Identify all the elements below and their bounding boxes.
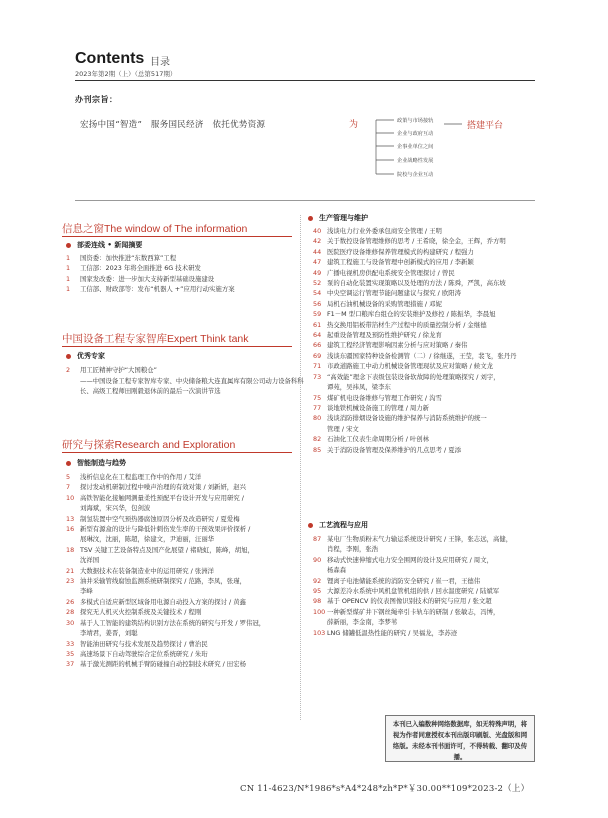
toc-page-number: 35 [66, 649, 75, 658]
toc-page-number: 80 [313, 414, 322, 423]
toc-title: 浅谈东疆国家特种设备检测管（二）/ 徐继遂，王莹，裴飞，张丹丹 [327, 351, 517, 360]
section-title-research: 研究与探索Research and Exploration [62, 439, 236, 451]
toc-list-research [66, 472, 300, 670]
toc-entry[interactable] [313, 351, 547, 361]
toc-page-number: 66 [313, 341, 322, 350]
contents-title-cn: 目录 [150, 57, 170, 68]
toc-title: 建筑工程施工与设备管理中创新模式的应用 / 李新颖 [327, 258, 474, 267]
toc-entry[interactable] [66, 493, 300, 514]
toc-title: 一种新型煤矿井下钢丝绳牵引卡轨车的研制 / 张敏志，冯博， [327, 607, 500, 616]
toc-page-number: 92 [313, 576, 322, 585]
contents-title: Contents [75, 50, 145, 67]
toc-entry[interactable] [313, 607, 547, 628]
toc-page-number: 90 [313, 555, 322, 564]
toc-page-number: 49 [313, 268, 322, 277]
toc-title: 大数据技术在装备制造业中的运用研究 / 张洲洋 [80, 566, 215, 575]
toc-title: 油井采输管线腐蚀监测系统研制探究 / 范路，李凤，张瑾， [80, 577, 246, 586]
toc-list-info [66, 253, 300, 295]
toc-page-number: 100 [313, 607, 326, 616]
purpose-divider [75, 200, 535, 201]
toc-page-number: 77 [313, 403, 322, 412]
purpose-text: 宏扬中国“智造” 服务国民经济 依托优势资源 [80, 120, 266, 130]
toc-page-number: 28 [66, 608, 75, 617]
toc-title: 新型有源盒的设计与降低针刺伤发生率的干预效果评价探析 / [80, 525, 251, 534]
toc-entry[interactable] [313, 247, 547, 257]
toc-title: 多模式自适应新型区域备用电源自动投入方案的探讨 / 黄鑫 [80, 597, 246, 606]
toc-entry[interactable] [313, 596, 547, 606]
toc-entry[interactable] [313, 534, 547, 555]
toc-entry[interactable] [313, 393, 547, 403]
toc-page-number: 87 [313, 535, 322, 543]
toc-title: 浅谈电力行业外委承包商安全管理 / 王明 [327, 227, 442, 235]
bullet-icon [66, 243, 71, 248]
toc-title-continued: 展琳汶，沈丽，陈超，徐建文，尹迪丽，汪丽华 [80, 535, 215, 544]
toc-title: 制氢装置中空气预热器腐蚀原因分析及改造研究 / 夏爱梅 [80, 514, 240, 523]
toc-entry[interactable] [66, 482, 300, 492]
purpose-label: 办刊宗旨： [75, 95, 118, 104]
toc-entry[interactable] [313, 309, 547, 319]
toc-title: 智能油田研究与技术发展及趋势探讨 / 曹治民 [80, 639, 208, 648]
toc-entry[interactable] [313, 576, 547, 586]
toc-entry[interactable] [66, 639, 300, 649]
toc-entry[interactable] [313, 340, 547, 350]
toc-title: 起重设备管理及预防性维护研究 / 徐龙育 [327, 331, 442, 340]
toc-entry[interactable] [66, 618, 300, 639]
purpose-branch: 企业与政府互动 [397, 131, 434, 137]
toc-title: 锂离子电池储能系统的消防安全研究 / 崔一君，王德伟 [327, 576, 481, 585]
toc-title: 高铁智能化接触网测量柔性预配平台设计开发与应用研究 / [80, 493, 244, 502]
toc-list-process [313, 534, 547, 638]
toc-title: 医院医疗设备维修保养管理模式的构建研究 / 程强力 [327, 247, 474, 256]
toc-entry[interactable] [313, 330, 547, 340]
toc-page-number: 10 [66, 493, 75, 502]
issue-info: 2023年第2期（上）（总第517期） [75, 70, 177, 78]
toc-entry[interactable]: 1 工信部：2023 年将全面推进 6G 技术研发 [66, 264, 201, 273]
toc-page-number: 85 [313, 445, 322, 454]
toc-page-number: 64 [313, 331, 322, 340]
section-title-think-tank: 中国设备工程专家智库Expert Think tank [62, 333, 249, 345]
toc-title: 煤矿机电设备维修与管理工作研究 / 沟雪 [327, 393, 442, 402]
toc-page-number: 44 [313, 247, 322, 256]
toc-page-number: 98 [313, 597, 322, 606]
purpose-branch: 企事业单位之间 [397, 144, 434, 150]
toc-entry[interactable] [66, 514, 300, 524]
toc-page-number: 54 [313, 289, 322, 298]
toc-title: 关于数控设备管理维修的思考 / 王希晓，徐全金，王辉，乔方明 [327, 237, 506, 246]
toc-title-continued: 谭苑，吴祎凤，梁李东 [327, 383, 391, 392]
toc-title: 基于 OPENCV 的仪表图像识别技术的研究与应用 / 张文超 [327, 597, 492, 606]
bullet-icon [66, 354, 71, 359]
toc-entry[interactable] [313, 299, 547, 309]
toc-title-continued: 刘海斌，宋兴华，包剑波 [80, 504, 151, 513]
toc-title: 广播电视机房供配电系统安全管理探讨 / 曾民 [327, 268, 455, 277]
toc-title: 移动式快速伸缩式电力安全围网的设计及应用研究 / 周文， [327, 555, 493, 564]
toc-page-number: 42 [313, 237, 322, 246]
toc-page-number: 33 [66, 639, 75, 648]
toc-page-number: 95 [313, 587, 322, 596]
purpose-wei: 为 [349, 120, 359, 130]
subhead-production-management: 生产管理与维护 [308, 213, 368, 223]
toc-title: 高速场景下自动驾驶综合定位系统研究 / 朱珩 [80, 649, 208, 658]
toc-page-number: 13 [66, 514, 75, 523]
section-underline [62, 346, 292, 347]
toc-title: TSV 关键工艺设备特点及国产化展望 / 褚晓虹，陈峰，胡旭， [80, 545, 254, 554]
toc-entry[interactable] [66, 659, 300, 669]
purpose-goal: 搭建平台 [467, 121, 504, 131]
toc-page-number: 21 [66, 566, 75, 575]
header-divider [75, 80, 535, 81]
toc-entry[interactable] [66, 566, 300, 576]
toc-entry[interactable] [313, 403, 547, 413]
toc-entry[interactable] [313, 586, 547, 596]
toc-entry[interactable] [313, 413, 547, 434]
toc-title: LNG 储罐低温热性能的研究 / 吴福龙，李苏迹 [327, 628, 458, 637]
toc-title: 谈地铁机械设备施工的管理 / 周力新 [327, 403, 430, 412]
toc-page-number: 26 [66, 597, 75, 606]
toc-page-number: 71 [313, 362, 322, 371]
toc-entry[interactable] [66, 607, 300, 617]
toc-entry[interactable] [313, 226, 547, 236]
toc-title: 浅谈消防排烟设备设施的维护保养与消防系统维护的统一 [327, 414, 487, 423]
toc-title-continued: 管理 / 宋文 [327, 424, 359, 433]
toc-entry[interactable] [66, 597, 300, 607]
toc-page-number: 47 [313, 258, 322, 267]
toc-title: “高效能”理念下表级包装设备软故障的处理策略探究 / 刘宇， [327, 372, 500, 381]
expert-description: ——中国设备工程专家智库专家、中央储备粮大连直属库有限公司动力设备科科长、高级工程师田刚毅退休前的最后一次演讲节选 [80, 377, 304, 396]
toc-page-number: 37 [66, 660, 75, 669]
toc-page-number: 75 [313, 393, 322, 402]
toc-title: 浅析信息化在工程监理工作中的作用 / 艾洋 [80, 473, 202, 481]
toc-title: 建筑工程经济管理影响因素分析与应对策略 / 秦伟 [327, 341, 468, 350]
toc-page-number: 7 [66, 483, 71, 492]
toc-page-number: 59 [313, 310, 322, 319]
copyright-notice: 本刊已入编数种网络数据库，如无特殊声明，将视为作者同意授权本刊出版印刷版、光盘版和网络版。未经本刊书面许可，不得转载、翻印及传播。 [385, 715, 535, 762]
section-underline [62, 236, 292, 237]
bullet-icon [308, 523, 313, 528]
subhead-process-flow: 工艺流程与应用 [308, 520, 368, 530]
toc-entry[interactable] [66, 576, 300, 597]
purpose-branch: 院校与企业互动 [397, 172, 434, 178]
purpose-branch: 企业战略性发展 [397, 158, 434, 164]
section-underline [62, 452, 292, 453]
toc-entry[interactable]: 2 用工匠精神守护“大国粮仓” [66, 366, 157, 374]
toc-entry[interactable] [313, 236, 547, 246]
toc-page-number: 73 [313, 372, 322, 381]
toc-title: 基于人工智能的建筑结构识别方法在系统的研究与开发 / 罗伟冠， [80, 618, 266, 627]
section-title-info-window: 信息之窗The window of The information [62, 223, 248, 235]
toc-page-number: 18 [66, 545, 75, 554]
toc-title: 市政道路施工中动力机械设备管理现状及应对策略 / 候文龙 [327, 362, 493, 371]
toc-entry[interactable] [313, 372, 547, 393]
toc-entry[interactable] [313, 555, 547, 576]
toc-entry[interactable] [66, 524, 300, 545]
toc-entry[interactable]: 1 国家发改委：进一步加大支持新型基础设施建设 [66, 274, 215, 283]
toc-title: 泵的自动化装置实现策略以及处理的方法 / 陈舜，严凯，高东坡 [327, 279, 506, 288]
toc-entry[interactable] [313, 445, 547, 455]
toc-page-number: 69 [313, 351, 322, 360]
toc-title: 大源差冷水系统中风机盘管机组的供 / 回水温度研究 / 陆斌军 [327, 587, 500, 596]
toc-page-number: 40 [313, 227, 322, 235]
toc-page-number: 30 [66, 618, 75, 627]
toc-title-continued: 薛新丽，李金南，李梦苇 [327, 618, 398, 627]
column-divider [300, 215, 301, 720]
toc-page-number: 103 [313, 628, 326, 637]
toc-list-production [313, 226, 547, 455]
toc-title: 局机石油机械设备的采购管理措施 / 邓妮 [327, 299, 442, 308]
toc-title-continued: 杨森森 [327, 566, 347, 575]
purpose-branch: 政策与市场接轨 [397, 118, 434, 124]
toc-page-number: 82 [313, 435, 322, 444]
publication-code: CN 11-4623/N*1986*s*A4*248*zh*P*￥30.00**109*2023-2（上） [240, 784, 530, 794]
toc-entry[interactable]: 1 工信部、财政部等：发布“机器人 +”应用行动实施方案 [66, 285, 235, 294]
toc-title: 石油化工仪表生命周期分析 / 叶创林 [327, 435, 430, 444]
toc-entry[interactable] [66, 649, 300, 659]
subhead-ministry-news: 部委连线 • 新闻摘要 [66, 240, 142, 250]
toc-title: 探究无人机灭火控制系统及关键技术 / 程刚 [80, 608, 202, 617]
toc-entry[interactable] [313, 278, 547, 288]
toc-entry[interactable] [313, 268, 547, 278]
toc-title: 中央空调运行管理节能问题建议与探究 / 欧阳涛 [327, 289, 462, 298]
toc-entry[interactable] [313, 257, 547, 267]
toc-entry[interactable] [313, 320, 547, 330]
toc-title: 热交换用铝板带箔材生产过程中的质量控制分析 / 金继德 [327, 320, 487, 329]
toc-page-number: 56 [313, 299, 322, 308]
toc-title: 基于激光测距的机械手臂防碰撞自动控制技术研究 / 田宏杨 [80, 660, 246, 669]
toc-title-continued: 李峰 [80, 587, 93, 596]
toc-title-continued: 李靖君，姜晋，刘聪 [80, 629, 138, 638]
toc-page-number: 52 [313, 279, 322, 288]
toc-title: 某电厂生物质粉末气力输运系统设计研究 / 王锋，张志远，高健， [327, 535, 513, 543]
bullet-icon [66, 461, 71, 466]
subhead-excellent-experts: 优秀专家 [66, 351, 105, 361]
toc-entry[interactable]: 1 国资委：加快推进“东数西算”工程 [66, 254, 177, 262]
toc-title: 探讨发动机研制过程中噪声治理的有效对策 / 刘新妍，赵兴 [80, 483, 246, 492]
bullet-icon [308, 216, 313, 221]
toc-entry[interactable] [313, 434, 547, 444]
toc-entry[interactable] [313, 628, 547, 638]
toc-entry[interactable] [66, 545, 300, 566]
toc-title-continued: 肖程，李刚，张浩 [327, 545, 379, 554]
subhead-smart-manufacturing: 智能制造与趋势 [66, 458, 126, 468]
toc-page-number: 5 [66, 473, 71, 481]
toc-page-number: 23 [66, 577, 75, 586]
toc-page-number: 61 [313, 320, 322, 329]
toc-title-continued: 沈祥国 [80, 556, 100, 565]
toc-page-number: 16 [66, 525, 75, 534]
toc-entry[interactable] [313, 361, 547, 371]
toc-title: F1－M 型口粮库台组仓的安装维护及修控 / 陈振华，李晨旭 [327, 310, 496, 319]
toc-entry[interactable] [66, 472, 300, 482]
toc-entry[interactable] [313, 288, 547, 298]
toc-title: 关于消防设备管理及保养维护的几点思考 / 夏添 [327, 445, 462, 454]
